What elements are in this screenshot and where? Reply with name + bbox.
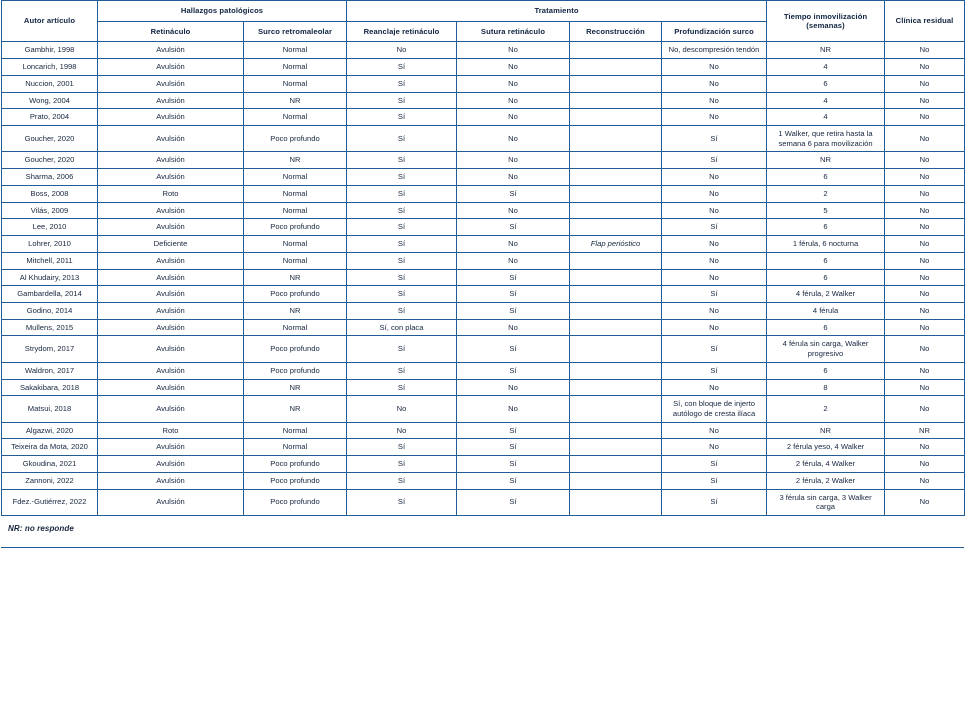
cell-recon [570, 286, 662, 303]
cell-sutura: No [457, 59, 570, 76]
cell-retinaculo: Avulsión [98, 319, 244, 336]
cell-autor: Mullens, 2015 [2, 319, 98, 336]
table-row [2, 439, 965, 456]
cell-prof: No [662, 185, 767, 202]
cell-sutura: No [457, 379, 570, 396]
cell-clinica: No [885, 152, 965, 169]
cell-reanclaje: Sí [347, 302, 457, 319]
cell-prof: No [662, 109, 767, 126]
cell-autor: Lee, 2010 [2, 219, 98, 236]
cell-sutura: Sí [457, 336, 570, 362]
cell-autor: Gambhir, 1998 [2, 42, 98, 59]
cell-clinica: No [885, 319, 965, 336]
cell-surco: Poco profundo [244, 362, 347, 379]
cell-reanclaje: Sí [347, 489, 457, 515]
cell-tiempo: 6 [767, 169, 885, 186]
table-row [2, 362, 965, 379]
cell-surco: Normal [244, 109, 347, 126]
cell-surco: Normal [244, 422, 347, 439]
cell-autor: Al Khudairy, 2013 [2, 269, 98, 286]
cell-prof: No [662, 202, 767, 219]
cell-recon [570, 92, 662, 109]
cell-recon [570, 219, 662, 236]
cell-sutura: No [457, 202, 570, 219]
cell-prof: Sí [662, 126, 767, 152]
cell-clinica: No [885, 75, 965, 92]
cell-sutura: Sí [457, 302, 570, 319]
column-header-sutura: Sutura retináculo [457, 21, 570, 42]
cell-sutura: No [457, 152, 570, 169]
cell-reanclaje: Sí [347, 126, 457, 152]
cell-prof: No [662, 59, 767, 76]
table-row [2, 42, 965, 59]
cell-reanclaje: Sí [347, 252, 457, 269]
cell-surco: NR [244, 152, 347, 169]
cell-autor: Lohrer, 2010 [2, 236, 98, 253]
cell-surco: Normal [244, 59, 347, 76]
cell-sutura: No [457, 92, 570, 109]
table-row [2, 202, 965, 219]
cell-surco: Poco profundo [244, 336, 347, 362]
table-row [2, 92, 965, 109]
cell-prof: Sí [662, 336, 767, 362]
cell-reanclaje: Sí [347, 286, 457, 303]
cell-reanclaje: No [347, 42, 457, 59]
cell-autor: Boss, 2008 [2, 185, 98, 202]
cell-retinaculo: Avulsión [98, 396, 244, 422]
cell-autor: Wong, 2004 [2, 92, 98, 109]
cell-tiempo: 4 [767, 92, 885, 109]
cell-recon [570, 336, 662, 362]
cell-surco: Normal [244, 319, 347, 336]
cell-prof: No [662, 302, 767, 319]
table-row [2, 269, 965, 286]
cell-clinica: No [885, 219, 965, 236]
cell-sutura: Sí [457, 269, 570, 286]
cell-clinica: No [885, 59, 965, 76]
cell-retinaculo: Avulsión [98, 202, 244, 219]
cell-sutura: Sí [457, 489, 570, 515]
footnote-wrapper [1, 516, 964, 548]
cell-tiempo: NR [767, 42, 885, 59]
cell-recon [570, 75, 662, 92]
cell-tiempo: 6 [767, 319, 885, 336]
cell-retinaculo: Avulsión [98, 336, 244, 362]
cell-autor: Nuccion, 2001 [2, 75, 98, 92]
cell-autor: Matsui, 2018 [2, 396, 98, 422]
cell-reanclaje: Sí [347, 75, 457, 92]
cell-clinica: No [885, 396, 965, 422]
cell-surco: Poco profundo [244, 126, 347, 152]
cell-recon [570, 126, 662, 152]
cell-surco: Poco profundo [244, 286, 347, 303]
cell-sutura: Sí [457, 219, 570, 236]
cell-autor: Zannoni, 2022 [2, 472, 98, 489]
cell-autor: Strydom, 2017 [2, 336, 98, 362]
cell-surco: NR [244, 302, 347, 319]
cell-retinaculo: Avulsión [98, 219, 244, 236]
cell-tiempo: 2 férula, 4 Walker [767, 456, 885, 473]
cell-prof: Sí [662, 472, 767, 489]
cell-sutura: No [457, 42, 570, 59]
cell-prof: No [662, 439, 767, 456]
cell-clinica: No [885, 252, 965, 269]
cell-surco: Poco profundo [244, 456, 347, 473]
cell-retinaculo: Avulsión [98, 379, 244, 396]
cell-tiempo: 3 férula sin carga, 3 Walker carga [767, 489, 885, 515]
cell-surco: Normal [244, 169, 347, 186]
cell-surco: Poco profundo [244, 489, 347, 515]
cell-recon [570, 269, 662, 286]
cell-retinaculo: Avulsión [98, 42, 244, 59]
cell-clinica: No [885, 185, 965, 202]
cell-retinaculo: Avulsión [98, 286, 244, 303]
table-row [2, 422, 965, 439]
table-row [2, 126, 965, 152]
cell-reanclaje: Sí [347, 379, 457, 396]
cell-retinaculo: Avulsión [98, 109, 244, 126]
cell-prof: No [662, 75, 767, 92]
table-body [2, 42, 965, 516]
cell-recon [570, 202, 662, 219]
cell-sutura: Sí [457, 472, 570, 489]
column-header-tiempo-line2: (semanas) [806, 21, 845, 31]
group-header-hallazgos: Hallazgos patológicos [98, 1, 347, 22]
cell-retinaculo: Avulsión [98, 456, 244, 473]
cell-autor: Vilás, 2009 [2, 202, 98, 219]
cell-retinaculo: Avulsión [98, 439, 244, 456]
cell-sutura: No [457, 75, 570, 92]
cell-retinaculo: Avulsión [98, 269, 244, 286]
cell-clinica: No [885, 202, 965, 219]
cell-retinaculo: Roto [98, 422, 244, 439]
cell-tiempo: 2 férula yeso, 4 Walker [767, 439, 885, 456]
table-row [2, 236, 965, 253]
column-header-profundizacion: Profundización surco [662, 21, 767, 42]
cell-clinica: No [885, 269, 965, 286]
cell-retinaculo: Avulsión [98, 59, 244, 76]
cell-tiempo: 6 [767, 75, 885, 92]
cell-sutura: No [457, 236, 570, 253]
cell-recon [570, 302, 662, 319]
cell-surco: Normal [244, 75, 347, 92]
cell-tiempo: 6 [767, 269, 885, 286]
cell-tiempo: 2 [767, 185, 885, 202]
cell-clinica: No [885, 109, 965, 126]
cell-retinaculo: Avulsión [98, 126, 244, 152]
table-row [2, 109, 965, 126]
cell-tiempo: 8 [767, 379, 885, 396]
table-header [2, 1, 965, 42]
cell-tiempo: 4 férula sin carga, Walker progresivo [767, 336, 885, 362]
cell-reanclaje: Sí [347, 92, 457, 109]
cell-surco: Poco profundo [244, 472, 347, 489]
cell-autor: Godino, 2014 [2, 302, 98, 319]
cell-prof: Sí [662, 219, 767, 236]
cell-retinaculo: Avulsión [98, 152, 244, 169]
table-row [2, 286, 965, 303]
cell-recon [570, 319, 662, 336]
cell-retinaculo: Avulsión [98, 75, 244, 92]
cell-retinaculo: Avulsión [98, 362, 244, 379]
cell-reanclaje: Sí [347, 109, 457, 126]
cell-recon [570, 109, 662, 126]
cell-autor: Loncarich, 1998 [2, 59, 98, 76]
cell-surco: Normal [244, 439, 347, 456]
column-header-clinica: Clínica residual [885, 1, 965, 42]
cell-clinica: No [885, 379, 965, 396]
cell-surco: NR [244, 92, 347, 109]
cell-tiempo: 4 [767, 109, 885, 126]
cell-reanclaje: Sí [347, 219, 457, 236]
column-header-retinaculo: Retináculo [98, 21, 244, 42]
study-comparison-table [1, 0, 965, 516]
cell-tiempo: 4 férula [767, 302, 885, 319]
cell-reanclaje: No [347, 422, 457, 439]
column-header-tiempo-line1: Tiempo inmovilización [783, 11, 868, 21]
cell-retinaculo: Deficiente [98, 236, 244, 253]
cell-reanclaje: Sí [347, 456, 457, 473]
cell-prof: Sí [662, 489, 767, 515]
cell-clinica: No [885, 439, 965, 456]
cell-tiempo: 1 Walker, que retira hasta la semana 6 para movilización [767, 126, 885, 152]
cell-reanclaje: Sí [347, 152, 457, 169]
cell-recon [570, 169, 662, 186]
cell-prof: No [662, 169, 767, 186]
cell-reanclaje: Sí [347, 472, 457, 489]
cell-autor: Goucher, 2020 [2, 152, 98, 169]
cell-autor: Gambardella, 2014 [2, 286, 98, 303]
table-row [2, 185, 965, 202]
cell-prof: No [662, 269, 767, 286]
table-row [2, 336, 965, 362]
cell-prof: Sí, con bloque de injerto autólogo de cresta ilíaca [662, 396, 767, 422]
table-footnote: NR: no responde [8, 524, 74, 533]
cell-retinaculo: Avulsión [98, 302, 244, 319]
column-header-reconstruccion: Reconstrucción [570, 21, 662, 42]
cell-prof: No, descompresión tendón [662, 42, 767, 59]
cell-autor: Goucher, 2020 [2, 126, 98, 152]
cell-clinica: No [885, 472, 965, 489]
cell-sutura: No [457, 319, 570, 336]
table-row [2, 472, 965, 489]
cell-surco: NR [244, 379, 347, 396]
cell-tiempo: 6 [767, 252, 885, 269]
cell-surco: Normal [244, 42, 347, 59]
cell-prof: No [662, 319, 767, 336]
cell-clinica: No [885, 302, 965, 319]
cell-sutura: Sí [457, 286, 570, 303]
table-row [2, 379, 965, 396]
cell-recon [570, 152, 662, 169]
column-header-reanclaje: Reanclaje retináculo [347, 21, 457, 42]
cell-tiempo: NR [767, 152, 885, 169]
cell-recon [570, 489, 662, 515]
cell-sutura: Sí [457, 362, 570, 379]
cell-reanclaje: Sí [347, 362, 457, 379]
cell-recon [570, 42, 662, 59]
cell-retinaculo: Avulsión [98, 252, 244, 269]
cell-clinica: No [885, 42, 965, 59]
cell-retinaculo: Avulsión [98, 92, 244, 109]
column-header-surco: Surco retromaleolar [244, 21, 347, 42]
cell-reanclaje: Sí [347, 236, 457, 253]
cell-sutura: Sí [457, 456, 570, 473]
cell-clinica: No [885, 362, 965, 379]
table-row [2, 75, 965, 92]
group-header-tratamiento: Tratamiento [347, 1, 767, 22]
cell-prof: No [662, 236, 767, 253]
cell-recon [570, 472, 662, 489]
cell-reanclaje: Sí [347, 336, 457, 362]
cell-reanclaje: Sí [347, 169, 457, 186]
cell-tiempo: 5 [767, 202, 885, 219]
cell-reanclaje: Sí, con placa [347, 319, 457, 336]
cell-clinica: No [885, 236, 965, 253]
cell-surco: Normal [244, 202, 347, 219]
cell-tiempo: 6 [767, 219, 885, 236]
cell-sutura: Sí [457, 439, 570, 456]
column-header-autor: Autor artículo [2, 1, 98, 42]
cell-tiempo: 1 férula, 6 nocturna [767, 236, 885, 253]
cell-clinica: No [885, 286, 965, 303]
cell-sutura: No [457, 169, 570, 186]
cell-reanclaje: Sí [347, 269, 457, 286]
cell-clinica: No [885, 489, 965, 515]
cell-sutura: No [457, 396, 570, 422]
cell-surco: NR [244, 396, 347, 422]
header-group-row [2, 1, 965, 22]
cell-recon [570, 252, 662, 269]
cell-prof: No [662, 379, 767, 396]
cell-sutura: Sí [457, 422, 570, 439]
cell-clinica: No [885, 126, 965, 152]
cell-recon [570, 362, 662, 379]
table-row [2, 219, 965, 236]
cell-prof: No [662, 92, 767, 109]
cell-surco: Poco profundo [244, 219, 347, 236]
cell-surco: Normal [244, 185, 347, 202]
cell-recon: Flap perióstico [570, 236, 662, 253]
cell-surco: NR [244, 269, 347, 286]
cell-autor: Fdez.-Gutiérrez, 2022 [2, 489, 98, 515]
cell-reanclaje: Sí [347, 185, 457, 202]
cell-tiempo: 4 férula, 2 Walker [767, 286, 885, 303]
cell-tiempo: NR [767, 422, 885, 439]
cell-recon [570, 379, 662, 396]
cell-autor: Mitchell, 2011 [2, 252, 98, 269]
cell-sutura: No [457, 252, 570, 269]
cell-autor: Waldron, 2017 [2, 362, 98, 379]
cell-retinaculo: Avulsión [98, 489, 244, 515]
table-row [2, 456, 965, 473]
cell-tiempo: 4 [767, 59, 885, 76]
cell-retinaculo: Avulsión [98, 169, 244, 186]
table-row [2, 319, 965, 336]
cell-prof: Sí [662, 362, 767, 379]
table-row [2, 396, 965, 422]
cell-tiempo: 6 [767, 362, 885, 379]
cell-tiempo: 2 [767, 396, 885, 422]
cell-autor: Teixeira da Mota, 2020 [2, 439, 98, 456]
cell-recon [570, 396, 662, 422]
cell-surco: Normal [244, 252, 347, 269]
cell-reanclaje: Sí [347, 59, 457, 76]
cell-prof: Sí [662, 286, 767, 303]
cell-prof: No [662, 252, 767, 269]
cell-sutura: No [457, 126, 570, 152]
column-header-tiempo [767, 1, 885, 42]
cell-clinica: NR [885, 422, 965, 439]
cell-recon [570, 185, 662, 202]
cell-autor: Sakakibara, 2018 [2, 379, 98, 396]
cell-reanclaje: No [347, 396, 457, 422]
cell-clinica: No [885, 456, 965, 473]
cell-clinica: No [885, 169, 965, 186]
cell-tiempo: 2 férula, 2 Walker [767, 472, 885, 489]
table-row [2, 302, 965, 319]
cell-prof: Sí [662, 152, 767, 169]
table-row [2, 59, 965, 76]
cell-prof: Sí [662, 456, 767, 473]
table-row [2, 252, 965, 269]
cell-autor: Gkoudina, 2021 [2, 456, 98, 473]
cell-surco: Normal [244, 236, 347, 253]
cell-recon [570, 439, 662, 456]
cell-sutura: No [457, 109, 570, 126]
cell-recon [570, 422, 662, 439]
cell-autor: Prato, 2004 [2, 109, 98, 126]
cell-retinaculo: Avulsión [98, 472, 244, 489]
cell-recon [570, 59, 662, 76]
table-row [2, 152, 965, 169]
cell-prof: No [662, 422, 767, 439]
cell-recon [570, 456, 662, 473]
cell-retinaculo: Roto [98, 185, 244, 202]
cell-reanclaje: Sí [347, 439, 457, 456]
table-row [2, 489, 965, 515]
cell-clinica: No [885, 92, 965, 109]
cell-reanclaje: Sí [347, 202, 457, 219]
cell-sutura: Sí [457, 185, 570, 202]
cell-autor: Sharma, 2006 [2, 169, 98, 186]
cell-clinica: No [885, 336, 965, 362]
cell-autor: Algazwi, 2020 [2, 422, 98, 439]
table-row [2, 169, 965, 186]
